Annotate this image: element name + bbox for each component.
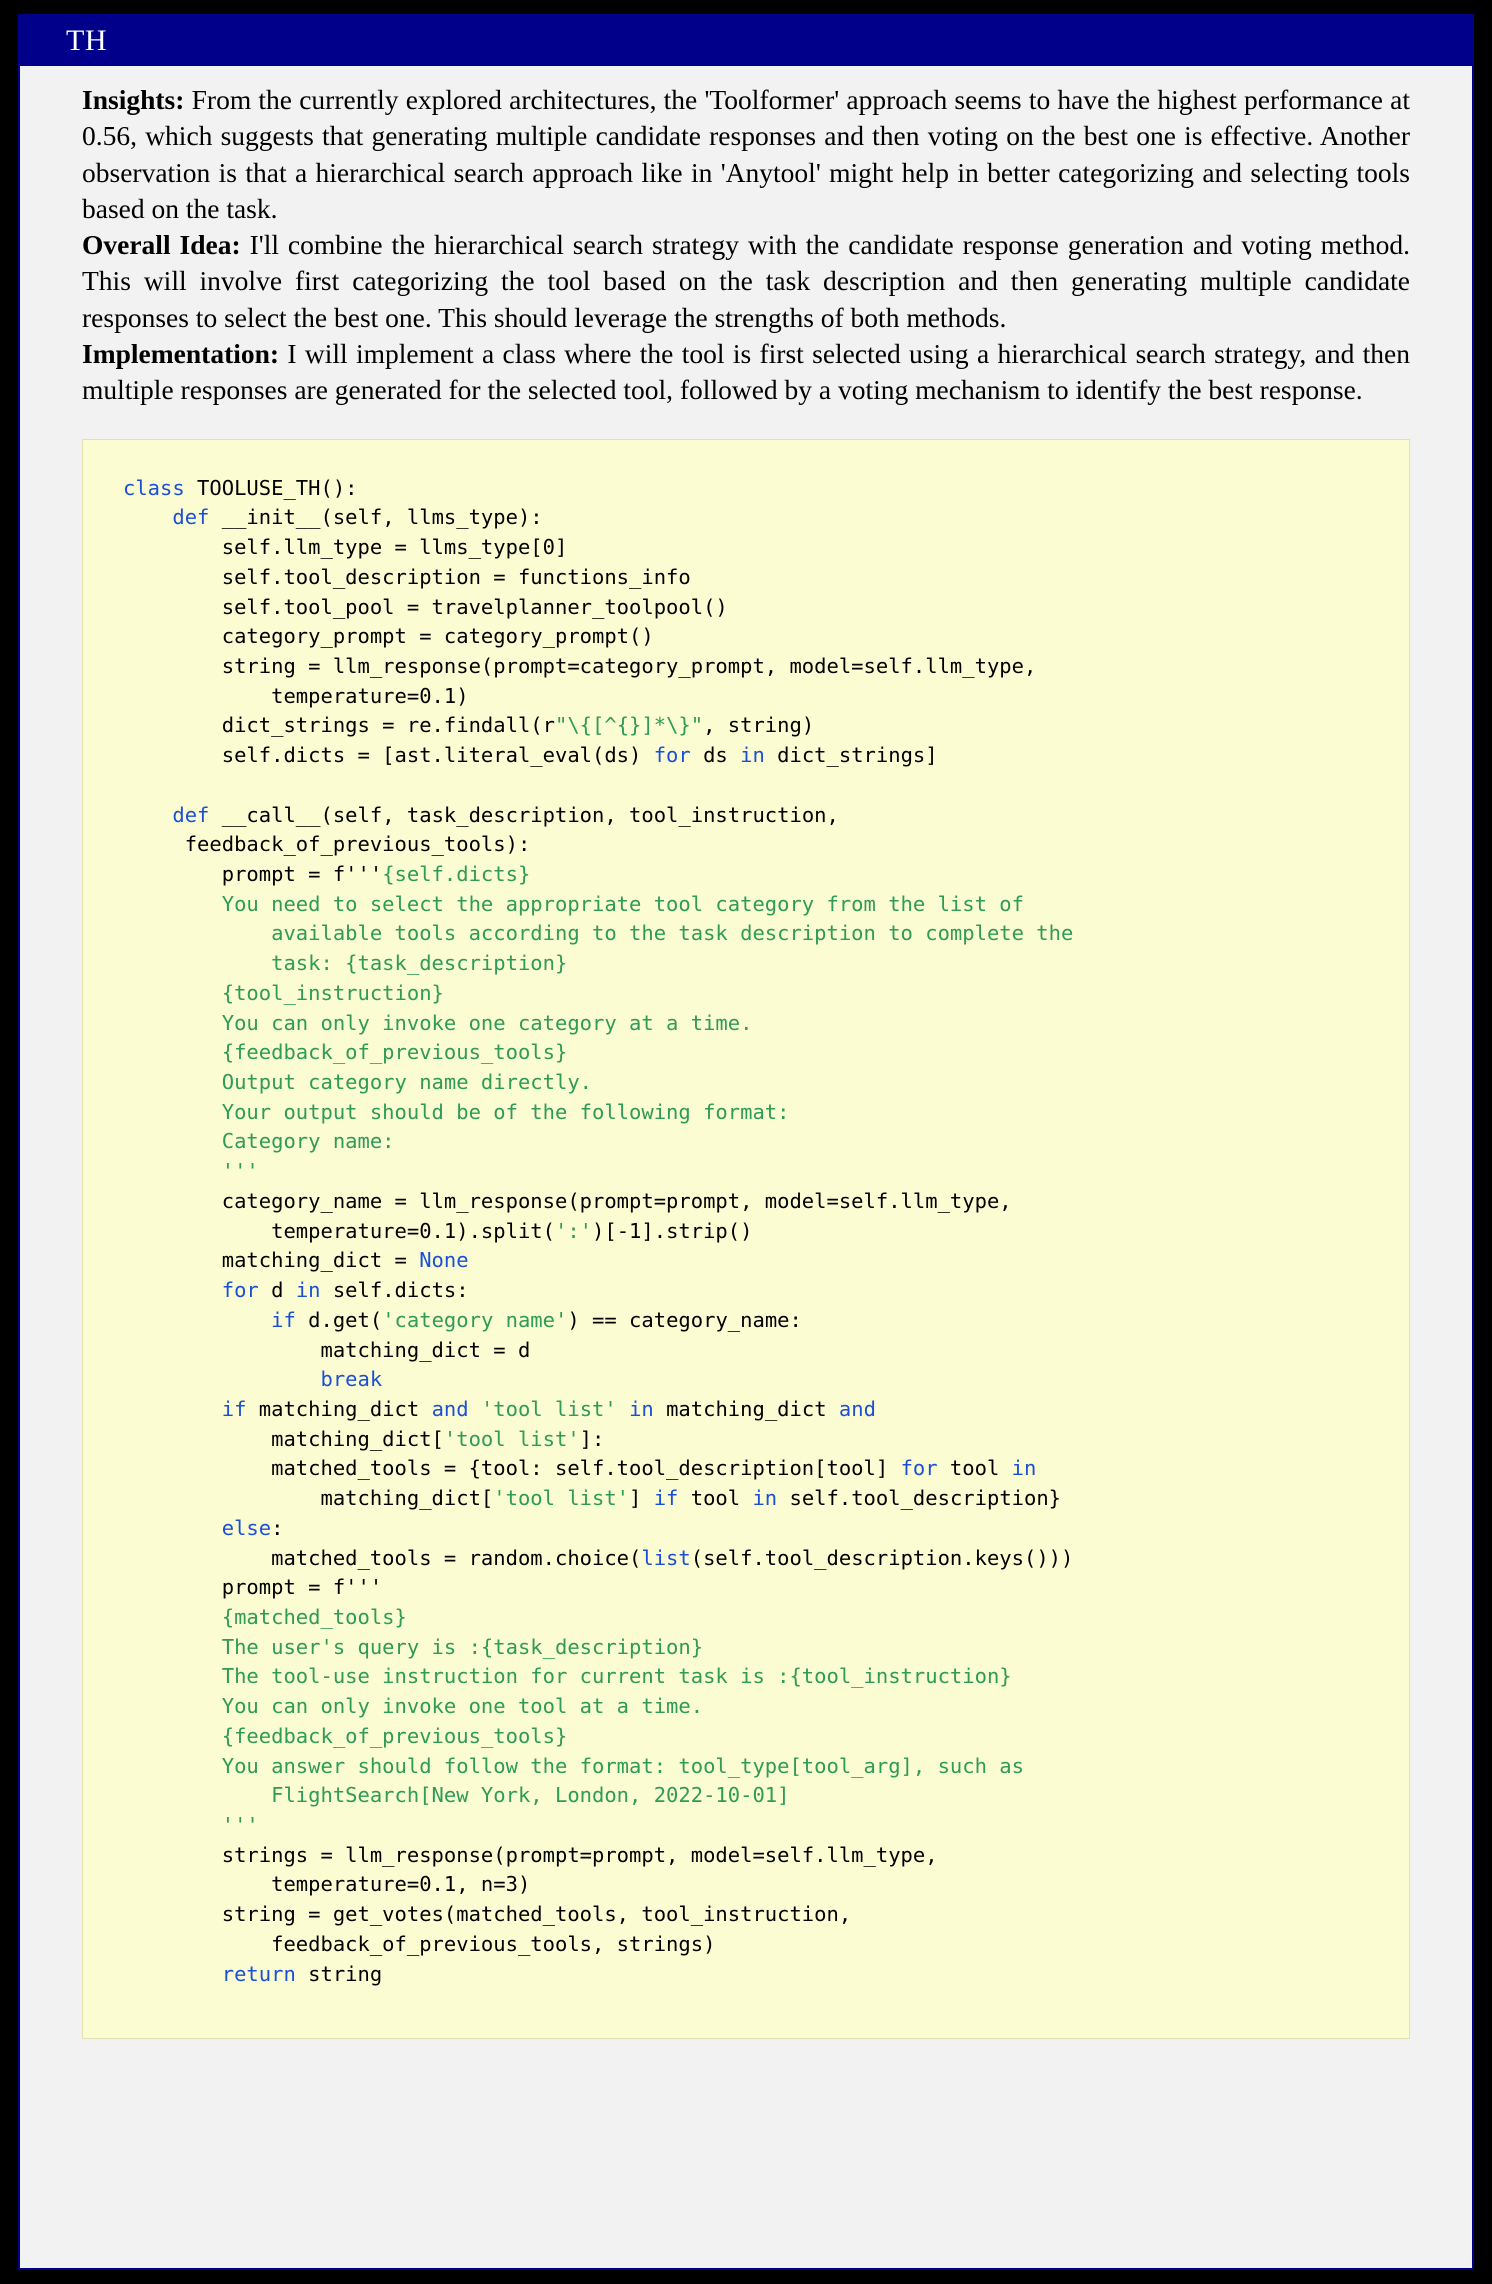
paragraph-overall-idea xyxy=(82,227,1410,336)
paragraph-implementation-label: Implementation: xyxy=(82,338,280,370)
page-title: TH xyxy=(66,24,107,57)
paragraph-insights-text: From the currently explored architectures, the 'Toolformer' approach seems to have the highest performance at 0.56, which suggests that generating multiple candidate responses and then voting on the best one is effective. Another observation is that a hierarchical search approach like in 'Anytool' might help in better categorizing and selecting tools based on the task. xyxy=(82,84,1410,224)
paragraph-overall-idea-label: Overall Idea: xyxy=(82,229,241,261)
code-listing: class TOOLUSE_TH(): def __init__(self, llms_type): self.llm_type = llms_type[0] self.tool_description = functions_info self.tool_pool = travelplanner_toolpool() category_prompt = category_prompt() string = llm_response(prompt=category_prompt, model=self.llm_type, temperature=0.1) dict_strings = re.findall(r"\{[^{}]*\}", string) self.dicts = [ast.literal_eval(ds) for ds in dict_strings] def __call__(self, task_description, tool_instruction, feedback_of_previous_tools): prompt = f'''{self.dicts} You need to select the appropriate tool category from the list of available tools according to the task description to complete the task: {task_description} {tool_instruction} You can only invoke one category at a time. {feedback_of_previous_tools} Output category name directly. Your output should be of the following format: Category name: ''' category_name = llm_response(prompt=prompt, model=self.llm_type, temperature=0.1).split(':')[-1].strip() matching_dict = None for d in self.dicts: if d.get('category name') == category_name: matching_dict = d break if matching_dict and 'tool list' in matching_dict and matching_dict['tool list']: matched_tools = {tool: self.tool_description[tool] for tool in matching_dict['tool list'] if tool in self.tool_description} else: matched_tools = random.choice(list(self.tool_description.keys())) prompt = f''' {matched_tools} The user's query is :{task_description} The tool-use instruction for current task is :{tool_instruction} You can only invoke one tool at a time. {feedback_of_previous_tools} You answer should follow the format: tool_type[tool_arg], such as FlightSearch[New York, London, 2022-10-01] ''' strings = llm_response(prompt=prompt, model=self.llm_type, temperature=0.1, n=3) string = get_votes(matched_tools, tool_instruction, feedback_of_previous_tools, strings) return string xyxy=(123,475,1074,1986)
paragraph-insights xyxy=(82,82,1410,227)
paragraph-implementation-text: I will implement a class where the tool is first selected using a hierarchical search strategy, and then multiple responses are generated for the selected tool, followed by a voting mechanism to identify the best response. xyxy=(82,338,1410,406)
figure-panel xyxy=(18,14,1474,2270)
paragraph-overall-idea-text: I'll combine the hierarchical search strategy with the candidate response generation and voting method. This will involve first categorizing the tool based on the task description and then generating multiple candidate responses to select the best one. This should leverage the strengths of both methods. xyxy=(82,229,1410,333)
paragraph-implementation xyxy=(82,336,1410,409)
code-block xyxy=(82,439,1410,2039)
figure-prose xyxy=(20,66,1472,409)
paragraph-insights-label: Insights: xyxy=(82,84,185,115)
figure-title-bar xyxy=(20,16,1472,66)
